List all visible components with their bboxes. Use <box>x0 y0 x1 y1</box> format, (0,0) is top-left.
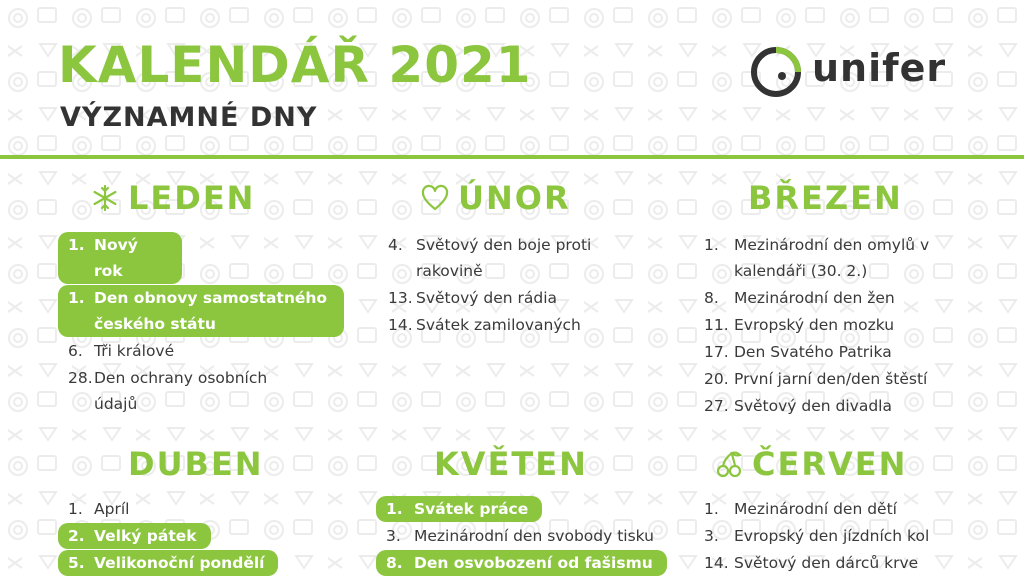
list-item: 3. Evropský den jízdních kol <box>704 527 930 545</box>
month-unor <box>378 178 668 339</box>
page-subtitle: VÝZNAMNÉ DNY <box>60 102 318 133</box>
month-brezen <box>694 178 994 420</box>
list-item: 17. Den Svatého Patrika <box>704 343 892 361</box>
list-item: 1. Svátek práce <box>376 496 542 522</box>
list-item: 6. Tři králové <box>68 342 175 360</box>
month-title: LEDEN <box>128 179 256 217</box>
list-item: 13. Světový den rádia <box>388 289 558 307</box>
logo-text: unifer <box>812 46 947 90</box>
list-item: 1. Den obnovy samostatného českého státu <box>58 285 344 337</box>
list-item: 27. Světový den divadla <box>704 397 892 415</box>
heart-icon <box>420 183 450 213</box>
month-title: BŘEZEN <box>748 179 903 217</box>
list-item: 1. Mezinárodní den dětí <box>704 500 897 518</box>
snowflake-icon <box>90 183 120 213</box>
list-item: 1. Mezinárodní den omylů v kalendáři (30. 2.) <box>704 236 930 280</box>
month-title: ČERVEN <box>752 445 908 483</box>
month-items <box>694 496 994 576</box>
month-items <box>58 496 348 576</box>
list-item: 28. Den ochrany osobních údajů <box>68 369 268 413</box>
list-item: 5. Velikonoční pondělí <box>58 550 278 576</box>
list-item: 8. Den osvobození od fašismu <box>376 550 667 576</box>
month-items <box>694 232 994 419</box>
month-duben <box>58 444 348 577</box>
list-item: 3. Mezinárodní den svobody tisku <box>386 527 654 545</box>
month-items <box>376 496 676 576</box>
month-title: DUBEN <box>128 445 264 483</box>
logo <box>748 44 958 100</box>
month-title: ÚNOR <box>458 179 571 217</box>
list-item: 8. Mezinárodní den žen <box>704 289 895 307</box>
month-items <box>58 232 348 417</box>
list-item: 14. Svátek zamilovaných <box>388 316 581 334</box>
list-item: 2. Velký pátek <box>58 523 211 549</box>
month-items <box>378 232 668 338</box>
logo-mark-icon <box>748 44 804 100</box>
list-item: 1. Nový rok <box>58 232 182 284</box>
month-leden <box>58 178 348 418</box>
header-divider <box>0 155 1024 159</box>
list-item: 11. Evropský den mozku <box>704 316 895 334</box>
month-title: KVĚTEN <box>434 445 588 483</box>
list-item: 14. Světový den dárců krve <box>704 554 919 572</box>
cherries-icon <box>714 449 744 479</box>
list-item: 1. Apríl <box>68 500 130 518</box>
list-item: 20. První jarní den/den štěstí <box>704 370 928 388</box>
list-item: 4. Světový den boje proti rakovině <box>388 236 592 280</box>
page-title: KALENDÁŘ 2021 <box>58 36 532 94</box>
month-kveten <box>376 444 676 577</box>
month-cerven <box>694 444 994 577</box>
